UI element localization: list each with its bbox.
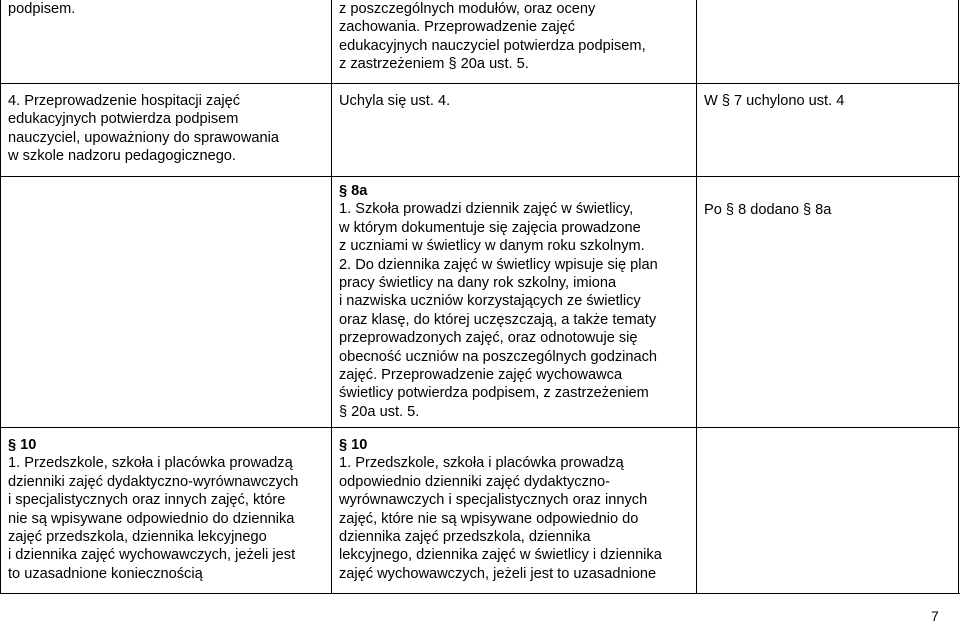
row2-col3 <box>704 92 954 110</box>
table-border-bottom <box>0 593 960 594</box>
text-line: zachowania. Przeprowadzenie zajęć <box>339 19 576 36</box>
text-line: w szkole nadzoru pedagogicznego. <box>8 148 236 165</box>
row4-col1 <box>8 436 328 583</box>
text-line: zajęć wychowawczych, jeżeli jest to uzasadnione <box>339 565 657 582</box>
row-divider-3 <box>0 427 960 428</box>
text-line: lekcyjnego, dziennika zajęć w świetlicy i dziennika <box>339 547 662 564</box>
text-line: 4. Przeprowadzenie hospitacji zajęć <box>8 93 241 109</box>
text-line: 1. Przedszkole, szkoła i placówka prowadzą <box>8 455 293 472</box>
text-line: i specjalistycznych oraz innych zajęć, które <box>8 492 286 509</box>
row1-col2 <box>339 0 694 74</box>
section-heading: § 8a <box>339 183 368 199</box>
text-line: nauczyciel, upoważniony do sprawowania <box>8 129 279 146</box>
text-line: Uchyla się ust. 4. <box>339 93 451 109</box>
text-line: zajęć. Przeprowadzenie zajęć wychowawca <box>339 367 623 384</box>
row2-col2 <box>339 92 694 110</box>
text-line: obecność uczniów na poszczególnych godzinach <box>339 348 658 365</box>
text-line: § 20a ust. 5. <box>339 403 420 420</box>
text-line: W § 7 uchylono ust. 4 <box>704 93 845 109</box>
text-line: pracy świetlicy na dany rok szkolny, imiona <box>339 275 617 292</box>
text-line: podpisem. <box>8 1 76 17</box>
table-border-right <box>958 0 959 594</box>
column-divider-2 <box>696 0 697 594</box>
text-line: świetlicy potwierdza podpisem, z zastrzeżeniem <box>339 385 649 402</box>
text-line: oraz klasę, do której uczęszczają, a także tematy <box>339 311 657 328</box>
text-line: wyrównawczych i specjalistycznych oraz innych <box>339 492 648 509</box>
section-heading: § 10 <box>8 437 37 453</box>
text-line: 2. Do dziennika zajęć w świetlicy wpisuje się plan <box>339 256 658 273</box>
text-line: zajęć, które nie są wpisywane odpowiednio do <box>339 510 639 527</box>
text-line: edukacyjnych potwierdza podpisem <box>8 111 239 128</box>
text-line: 1. Szkoła prowadzi dziennik zajęć w świetlicy, <box>339 201 634 218</box>
table-border-left <box>0 0 1 594</box>
text-line: 1. Przedszkole, szkoła i placówka prowadzą <box>339 455 624 472</box>
text-line: i nazwiska uczniów korzystających ze świetlicy <box>339 293 641 310</box>
row1-col1 <box>8 0 326 18</box>
text-line: i dziennika zajęć wychowawczych, jeżeli jest <box>8 547 296 564</box>
row3-col2 <box>339 182 694 421</box>
column-divider-1 <box>331 0 332 594</box>
text-line: odpowiednio dzienniki zajęć dydaktyczno- <box>339 473 610 490</box>
text-line: edukacyjnych nauczyciel potwierdza podpisem, <box>339 37 646 54</box>
row-divider-1 <box>0 83 960 84</box>
text-line: w którym dokumentuje się zajęcia prowadzone <box>339 219 641 236</box>
row2-col1 <box>8 92 326 166</box>
text-line: przeprowadzonych zajęć, oraz odnotowuje się <box>339 330 638 347</box>
text-line: Po § 8 dodano § 8a <box>704 202 832 218</box>
section-heading: § 10 <box>339 437 368 453</box>
text-line: dziennika zajęć przedszkola, dziennika <box>339 529 591 546</box>
text-line: zajęć przedszkola, dziennika lekcyjnego <box>8 529 267 546</box>
row-divider-2 <box>0 176 960 177</box>
text-line: nie są wpisywane odpowiednio do dziennika <box>8 510 295 527</box>
text-line: z zastrzeżeniem § 20a ust. 5. <box>339 56 529 73</box>
page-number: 7 <box>931 608 939 624</box>
row4-col2 <box>339 436 694 583</box>
text-line: dzienniki zajęć dydaktyczno-wyrównawczych <box>8 473 299 490</box>
row3-col3 <box>704 201 954 219</box>
text-line: to uzasadnione koniecznością <box>8 565 203 582</box>
text-line: z poszczególnych modułów, oraz oceny <box>339 1 596 17</box>
text-line: z uczniami w świetlicy w danym roku szkolnym. <box>339 238 645 255</box>
